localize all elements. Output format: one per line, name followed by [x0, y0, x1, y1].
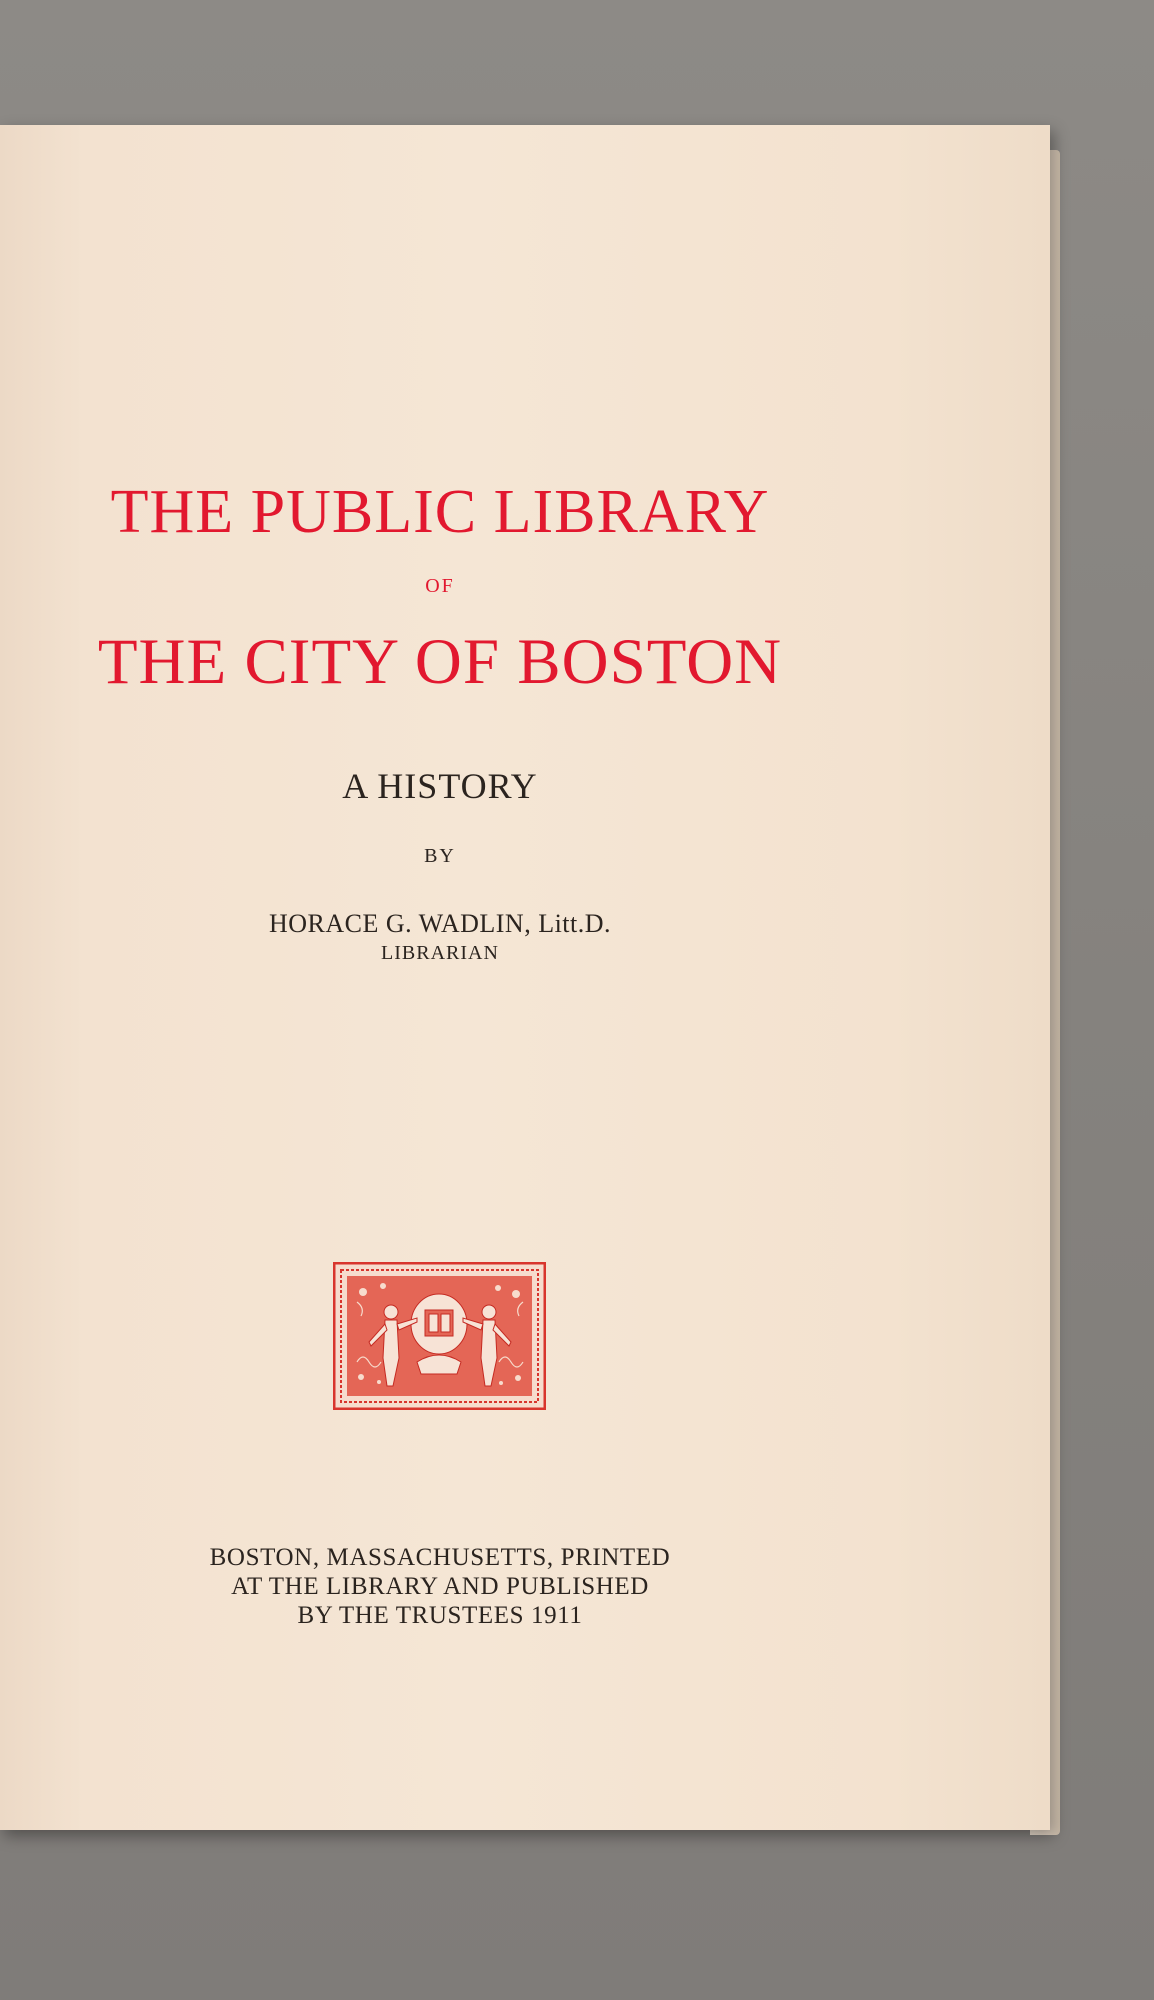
imprint-line-2: AT THE LIBRARY AND PUBLISHED: [231, 1573, 649, 1600]
title-line-1: THE PUBLIC LIBRARY: [110, 478, 770, 546]
title-line-2: THE CITY OF BOSTON: [97, 626, 783, 698]
by-label: BY: [424, 845, 456, 867]
title-of: OF: [425, 575, 455, 597]
author: HORACE G. WADLIN, Litt.D.: [268, 909, 612, 938]
imprint-line-1: BOSTON, MASSACHUSETTS, PRINTED: [209, 1544, 671, 1571]
imprint-block: [0, 1543, 880, 1630]
imprint-line-3: BY THE TRUSTEES 1911: [297, 1602, 583, 1629]
author-role: LIBRARIAN: [381, 942, 499, 964]
subtitle: A HISTORY: [342, 766, 538, 806]
title-page: [0, 125, 1050, 1830]
printer-device-emblem: [333, 1262, 546, 1410]
